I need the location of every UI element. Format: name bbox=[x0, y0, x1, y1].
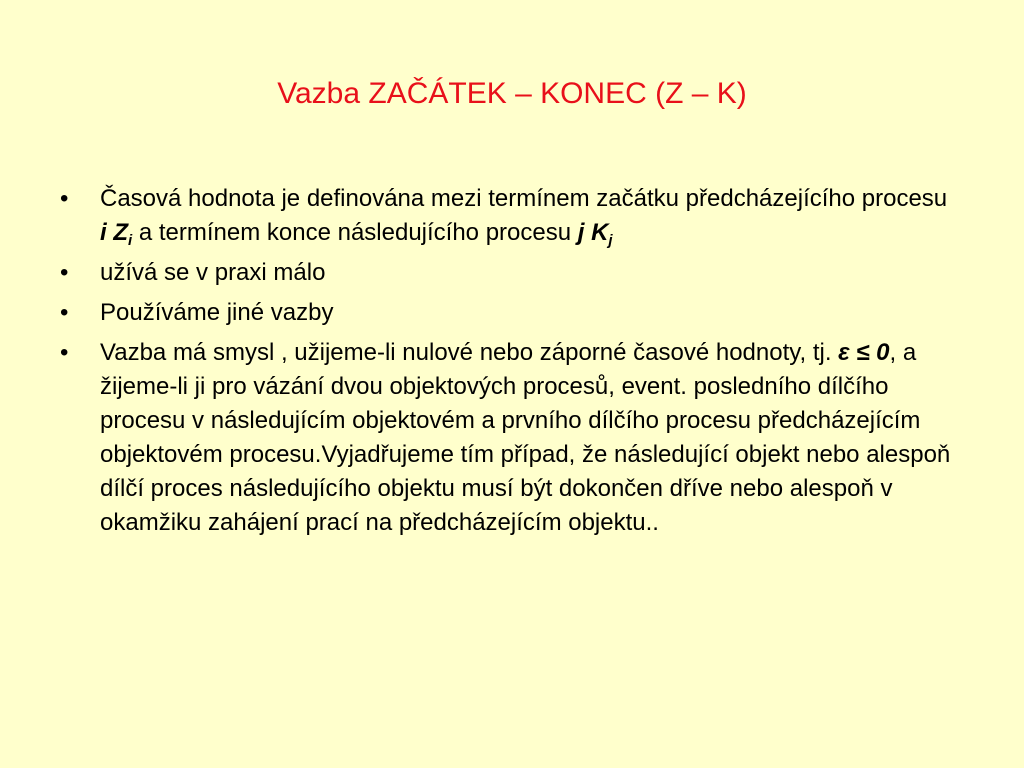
bullet-marker: • bbox=[60, 259, 69, 286]
emphasis-text: i Z bbox=[100, 219, 128, 246]
emphasis-text: j K bbox=[577, 219, 609, 246]
bullet-item-other-links bbox=[60, 296, 960, 330]
bullet-text: Používáme jiné vazby bbox=[100, 299, 334, 326]
bullet-item-meaning bbox=[60, 336, 960, 540]
slide-title: Vazba ZAČÁTEK – KONEC (Z – K) bbox=[277, 77, 747, 110]
bullet-text: užívá se v praxi málo bbox=[100, 259, 326, 286]
emphasis-term bbox=[577, 219, 613, 249]
bullet-marker: • bbox=[60, 185, 69, 212]
bullet-marker: • bbox=[60, 299, 69, 326]
bullet-text: a termínem konce následujícího procesu bbox=[132, 219, 578, 246]
emphasis-term: ε ≤ 0 bbox=[838, 339, 890, 366]
subscript: j bbox=[608, 232, 613, 249]
bullet-list bbox=[60, 182, 960, 546]
bullet-item-time-value bbox=[60, 182, 960, 250]
bullet-text: , a žijeme-li ji pro vázání dvou objektových procesů, event. posledního dílčího procesu v následujícím objektovém a prvního dílčího procesu předcházejícím objektovém procesu.Vyjadřujeme tím případ, že následující objekt nebo alespoň dílčí proces následujícího objektu musí být dokončen dříve nebo alespoň v okamžiku zahájení prací na předcházejícím objektu.. bbox=[100, 339, 951, 536]
emphasis-term bbox=[100, 219, 133, 249]
bullet-marker: • bbox=[60, 339, 69, 366]
subscript: i bbox=[128, 232, 133, 249]
bullet-text: Časová hodnota je definována mezi termínem začátku předcházejícího procesu bbox=[100, 185, 948, 212]
bullet-item-usage bbox=[60, 256, 960, 290]
bullet-text: Vazba má smysl , užijeme-li nulové nebo záporné časové hodnoty, tj. bbox=[100, 339, 839, 366]
